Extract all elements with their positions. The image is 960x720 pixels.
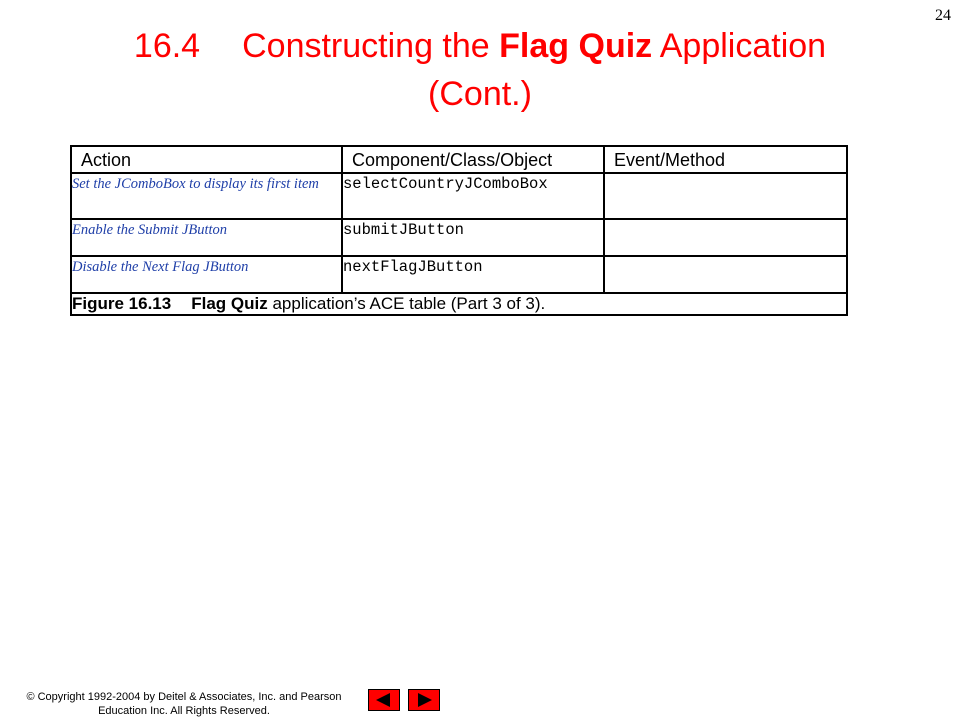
title-prefix: Constructing the [242,27,490,65]
caption-figure-number: Figure 16.13 [72,294,172,313]
title-app-name: Flag Quiz [499,27,653,65]
title-line-2: (Cont.) [428,75,532,113]
component-cell: submitJButton [342,219,604,256]
event-cell [604,256,847,293]
component-cell: selectCountryJComboBox [342,173,604,219]
section-number: 16.4 [133,27,201,65]
right-arrow-icon [409,690,439,710]
event-cell [604,219,847,256]
header-action: Action [71,146,342,173]
previous-slide-button[interactable] [368,689,400,711]
action-cell: Enable the Submit JButton [71,219,342,256]
component-cell: nextFlagJButton [342,256,604,293]
action-cell: Disable the Next Flag JButton [71,256,342,293]
table-header-row [71,146,847,173]
page-number: 24 [935,7,951,24]
action-cell: Set the JComboBox to display its first item [71,173,342,219]
copyright-line-2: Education Inc. All Rights Reserved. [98,705,270,717]
event-cell [604,173,847,219]
table-row [71,256,847,293]
page-title [0,22,960,118]
ace-table [70,145,848,316]
left-arrow-icon [369,690,399,710]
table-row [71,219,847,256]
copyright-line-1: © Copyright 1992-2004 by Deitel & Associates, Inc. and Pearson [26,691,342,703]
caption-app-name: Flag Quiz [191,294,268,313]
caption-row [71,293,847,315]
copyright-footer [9,690,359,718]
next-slide-button[interactable] [408,689,440,711]
title-line-1 [0,22,960,70]
header-event: Event/Method [604,146,847,173]
title-suffix: Application [659,27,827,65]
caption-text: application’s ACE table (Part 3 of 3). [272,294,546,313]
header-component: Component/Class/Object [342,146,604,173]
table-row [71,173,847,219]
figure-caption [71,293,847,315]
